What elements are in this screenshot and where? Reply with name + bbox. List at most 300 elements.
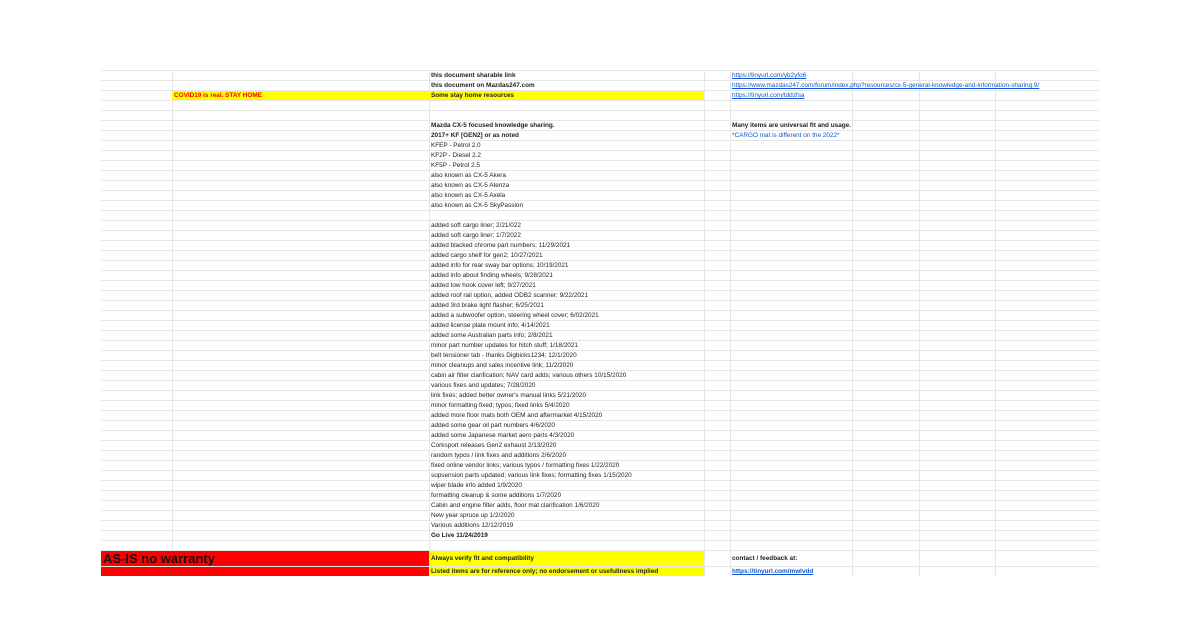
sheet-cell: added some Japanese market aero parts 4/3/2020: [431, 432, 575, 439]
grid-line: [919, 331, 920, 340]
sheet-cell: link fixes; added better owner's manual links 5/21/2020: [431, 392, 587, 399]
sheet-row: [101, 210, 1099, 220]
grid-line: [704, 321, 705, 330]
grid-line: [995, 291, 996, 300]
sheet-cell: New year spruce up 1/2/2020: [431, 512, 515, 519]
grid-line: [919, 541, 920, 550]
grid-line: [172, 111, 173, 120]
grid-line: [730, 231, 731, 240]
sheet-row: [101, 120, 1099, 130]
grid-line: [852, 161, 853, 170]
grid-line: [919, 451, 920, 460]
grid-line: [704, 181, 705, 190]
sheet-cell: added some gear oil part numbers 4/6/2020: [431, 422, 555, 429]
sheet-cell: supsension parts updated; various link fixes; formatting fixes 1/15/2020: [431, 472, 632, 479]
grid-line: [995, 311, 996, 320]
grid-line: [730, 241, 731, 250]
spreadsheet-grid: [101, 70, 1099, 630]
grid-line: [852, 451, 853, 460]
hyperlink-cell[interactable]: https://www.mazdas247.com/forum/index.php?resources/cx-5-general-knowledge-and-information-sharing.9/: [732, 82, 1040, 89]
grid-line: [852, 481, 853, 490]
grid-line: [704, 191, 705, 200]
grid-line: [852, 271, 853, 280]
grid-line: [704, 421, 705, 430]
grid-line: [919, 161, 920, 170]
grid-line: [995, 231, 996, 240]
grid-line: [995, 271, 996, 280]
grid-line: [852, 181, 853, 190]
grid-line: [172, 141, 173, 150]
grid-line: [919, 521, 920, 530]
grid-line: [919, 351, 920, 360]
grid-line: [995, 511, 996, 520]
grid-line: [730, 501, 731, 510]
sheet-cell: wiper blade info added 1/9/2020: [431, 482, 522, 489]
grid-line: [704, 451, 705, 460]
sheet-cell: added soft cargo liner; 1/7/2022: [431, 232, 521, 239]
grid-line: [172, 281, 173, 290]
grid-line: [172, 441, 173, 450]
grid-line: [730, 111, 731, 120]
grid-line: [995, 521, 996, 530]
grid-line: [704, 391, 705, 400]
grid-line: [730, 461, 731, 470]
sheet-row: [101, 100, 1099, 110]
grid-line: [995, 181, 996, 190]
grid-line: [919, 221, 920, 230]
grid-line: [730, 431, 731, 440]
sheet-row: [101, 250, 1099, 260]
grid-line: [704, 361, 705, 370]
grid-line: [704, 311, 705, 320]
grid-line: [919, 201, 920, 210]
sheet-row: [101, 480, 1099, 490]
sheet-cell: Go Live 11/24/2019: [431, 532, 488, 539]
grid-line: [995, 111, 996, 120]
sheet-row: [101, 540, 1099, 550]
sheet-cell: added info about finding wheels; 9/28/2021: [431, 272, 553, 279]
grid-line: [704, 371, 705, 380]
grid-line: [919, 281, 920, 290]
grid-line: [995, 541, 996, 550]
grid-line: [919, 111, 920, 120]
sheet-cell: added soft cargo liner; 2/21/022: [431, 222, 521, 229]
grid-line: [995, 151, 996, 160]
grid-line: [995, 281, 996, 290]
sheet-row: [101, 450, 1099, 460]
grid-line: [704, 291, 705, 300]
grid-line: [852, 351, 853, 360]
grid-line: [852, 391, 853, 400]
grid-line: [919, 511, 920, 520]
grid-line: [730, 211, 731, 220]
sheet-row: [101, 70, 1099, 80]
sheet-row: [101, 410, 1099, 420]
grid-line: [919, 481, 920, 490]
sheet-row: [101, 330, 1099, 340]
grid-line: [172, 541, 173, 550]
grid-line: [730, 441, 731, 450]
grid-line: [919, 401, 920, 410]
grid-line: [172, 461, 173, 470]
grid-line: [852, 101, 853, 110]
grid-line: [995, 381, 996, 390]
sheet-cell: Various additions 12/12/2019: [431, 522, 514, 529]
grid-line: [919, 411, 920, 420]
grid-line: [172, 291, 173, 300]
sheet-row: [101, 430, 1099, 440]
grid-line: [172, 181, 173, 190]
sheet-row: [101, 500, 1099, 510]
grid-line: [919, 461, 920, 470]
grid-line: [172, 211, 173, 220]
sheet-cell: also known as CX-5 SkyPassion: [431, 202, 523, 209]
sheet-cell: cabin air filter clarification; NAV card adds; various others 10/15/2020: [431, 372, 627, 379]
grid-line: [995, 471, 996, 480]
hyperlink-cell[interactable]: https://tinyurl.com/mwlvdd: [732, 568, 814, 575]
sheet-cell: Many items are universal fit and usage.: [732, 122, 851, 129]
grid-line: [704, 81, 705, 90]
sheet-row: [101, 520, 1099, 530]
grid-line: [995, 301, 996, 310]
grid-line: [995, 501, 996, 510]
grid-line: [730, 261, 731, 270]
grid-line: [172, 121, 173, 130]
grid-line: [995, 251, 996, 260]
grid-line: [995, 411, 996, 420]
grid-line: [704, 211, 705, 220]
grid-line: [852, 411, 853, 420]
sheet-row: [101, 160, 1099, 170]
grid-line: [704, 431, 705, 440]
grid-line: [919, 531, 920, 540]
grid-line: [172, 361, 173, 370]
grid-line: [704, 491, 705, 500]
sheet-row: [101, 440, 1099, 450]
grid-line: [852, 341, 853, 350]
grid-line: [172, 201, 173, 210]
grid-line: [704, 231, 705, 240]
grid-line: [704, 151, 705, 160]
grid-line: [704, 441, 705, 450]
grid-line: [852, 511, 853, 520]
grid-line: [995, 391, 996, 400]
grid-line: [852, 211, 853, 220]
grid-line: [704, 351, 705, 360]
grid-line: [995, 161, 996, 170]
sheet-row: [101, 230, 1099, 240]
grid-line: [919, 421, 920, 430]
sheet-cell: this document sharable link: [431, 72, 516, 79]
grid-line: [995, 421, 996, 430]
sheet-cell: fixed online vendor links; various typos / formatting fixes 1/22/2020: [431, 462, 620, 469]
sheet-row: [101, 390, 1099, 400]
grid-line: [995, 361, 996, 370]
sheet-row: [101, 80, 1099, 90]
sheet-row: [101, 280, 1099, 290]
grid-line: [704, 521, 705, 530]
grid-line: [852, 431, 853, 440]
grid-line: [919, 141, 920, 150]
sheet-cell: added roof rail option, added ODB2 scanner; 9/22/2021: [431, 292, 589, 299]
grid-line: [852, 401, 853, 410]
sheet-cell: also known as CX-5 Akera: [431, 172, 506, 179]
grid-line: [704, 341, 705, 350]
grid-line: [704, 461, 705, 470]
grid-line: [730, 291, 731, 300]
grid-line: [919, 361, 920, 370]
sheet-row: [101, 460, 1099, 470]
grid-line: [919, 261, 920, 270]
grid-line: [704, 71, 705, 80]
grid-line: [172, 101, 173, 110]
sheet-cell: *CARGO mat is different on the 2022*: [732, 132, 840, 139]
grid-line: [172, 231, 173, 240]
grid-line: [995, 201, 996, 210]
sheet-row: [101, 420, 1099, 430]
grid-line: [172, 321, 173, 330]
sheet-cell: added cargo shelf for gen2; 10/27/2021: [431, 252, 543, 259]
grid-line: [730, 521, 731, 530]
grid-line: [704, 141, 705, 150]
sheet-row: [101, 130, 1099, 140]
grid-line: [919, 501, 920, 510]
sheet-cell: added more floor mats both OEM and aftermarket 4/15/2020: [431, 412, 603, 419]
grid-line: [852, 151, 853, 160]
grid-line: [852, 501, 853, 510]
grid-line: [995, 211, 996, 220]
grid-line: [172, 351, 173, 360]
grid-line: [730, 511, 731, 520]
sheet-row: [101, 290, 1099, 300]
sheet-cell: added info for rear sway bar options; 10/19/2021: [431, 262, 569, 269]
grid-line: [704, 511, 705, 520]
grid-line: [995, 341, 996, 350]
grid-line: [919, 301, 920, 310]
grid-line: [172, 531, 173, 540]
grid-line: [704, 567, 705, 576]
sheet-row: [101, 400, 1099, 410]
grid-line: [919, 371, 920, 380]
grid-line: [704, 481, 705, 490]
grid-line: [852, 141, 853, 150]
grid-line: [730, 181, 731, 190]
grid-line: [704, 331, 705, 340]
grid-line: [704, 411, 705, 420]
grid-line: [172, 341, 173, 350]
sheet-cell: AS-IS no warranty: [101, 551, 429, 566]
grid-line: [704, 131, 705, 140]
grid-line: [172, 261, 173, 270]
grid-line: [919, 441, 920, 450]
grid-line: [429, 111, 430, 120]
grid-line: [172, 151, 173, 160]
grid-line: [172, 71, 173, 80]
grid-line: [172, 521, 173, 530]
grid-line: [852, 491, 853, 500]
sheet-row: [101, 510, 1099, 520]
sheet-row: [101, 270, 1099, 280]
grid-line: [995, 331, 996, 340]
grid-line: [852, 201, 853, 210]
sheet-cell: 2017+ KF [GEN2] or as noted: [431, 132, 519, 139]
grid-line: [852, 531, 853, 540]
grid-line: [172, 421, 173, 430]
grid-line: [995, 101, 996, 110]
grid-line: [919, 491, 920, 500]
sheet-cell: added a subwoofer option, steering wheel cover; 6/02/2021: [431, 312, 599, 319]
sheet-cell: Always verify fit and compatibility: [429, 551, 704, 566]
sheet-row: [101, 200, 1099, 210]
grid-line: [852, 301, 853, 310]
grid-line: [730, 341, 731, 350]
grid-line: [172, 391, 173, 400]
grid-line: [704, 531, 705, 540]
sheet-cell: Listed items are for reference only; no endorsement or usefullness implied: [429, 567, 704, 576]
sheet-row: [101, 340, 1099, 350]
grid-line: [730, 371, 731, 380]
sheet-row: [101, 350, 1099, 360]
grid-line: [919, 311, 920, 320]
grid-line: [730, 171, 731, 180]
grid-line: [919, 391, 920, 400]
grid-line: [852, 261, 853, 270]
grid-line: [919, 431, 920, 440]
grid-line: [995, 491, 996, 500]
grid-line: [995, 441, 996, 450]
sheet-cell: minor cleanups and sales incentive link; 11/2/2020: [431, 362, 574, 369]
grid-line: [919, 291, 920, 300]
sheet-row: [101, 470, 1099, 480]
hyperlink-cell[interactable]: https://tinyurl.com/yb2yfo6: [732, 72, 807, 79]
sheet-cell: contact / feedback at:: [732, 555, 798, 562]
grid-line: [995, 191, 996, 200]
grid-line: [172, 431, 173, 440]
grid-line: [730, 471, 731, 480]
sheet-row: [101, 220, 1099, 230]
grid-line: [730, 531, 731, 540]
grid-line: [852, 461, 853, 470]
grid-line: [704, 111, 705, 120]
grid-line: [730, 221, 731, 230]
grid-line: [172, 481, 173, 490]
grid-line: [730, 381, 731, 390]
sheet-cell: added blacked chrome part numbers; 11/29/2021: [431, 242, 571, 249]
grid-line: [172, 411, 173, 420]
grid-line: [730, 191, 731, 200]
grid-line: [730, 401, 731, 410]
grid-line: [172, 471, 173, 480]
grid-line: [995, 321, 996, 330]
sheet-row: [101, 190, 1099, 200]
grid-line: [852, 541, 853, 550]
sheet-cell: added license plate mount info; 4/14/2021: [431, 322, 550, 329]
sheet-cell: Mazda CX-5 focused knowledge sharing.: [431, 122, 555, 129]
sheet-cell: random typos / link fixes and additions 2/6/2020: [431, 452, 566, 459]
grid-line: [172, 301, 173, 310]
sheet-row: [101, 320, 1099, 330]
grid-line: [429, 541, 430, 550]
sheet-cell: minor formatting fixed; typos; fixed links 5/4/2020: [431, 402, 570, 409]
grid-line: [730, 391, 731, 400]
grid-line: [704, 271, 705, 280]
sheet-cell: Corksport releases Gen2 exhaust 2/13/2020: [431, 442, 557, 449]
grid-line: [919, 381, 920, 390]
grid-line: [852, 371, 853, 380]
grid-line: [852, 381, 853, 390]
sheet-row: [101, 240, 1099, 250]
grid-line: [730, 351, 731, 360]
grid-line: [730, 541, 731, 550]
grid-line: [852, 281, 853, 290]
grid-line: [704, 161, 705, 170]
grid-line: [704, 381, 705, 390]
grid-line: [995, 431, 996, 440]
grid-line: [429, 101, 430, 110]
grid-line: [919, 251, 920, 260]
grid-line: [852, 191, 853, 200]
sheet-row: [101, 360, 1099, 370]
hyperlink-cell[interactable]: https://tinyurl.com/tddzfsa: [732, 92, 805, 99]
grid-line: [995, 351, 996, 360]
grid-line: [852, 321, 853, 330]
grid-line: [704, 551, 705, 566]
grid-line: [919, 191, 920, 200]
grid-line: [919, 241, 920, 250]
grid-line: [995, 451, 996, 460]
grid-line: [852, 221, 853, 230]
sheet-row: [101, 110, 1099, 120]
grid-line: [995, 221, 996, 230]
grid-line: [172, 191, 173, 200]
grid-line: [704, 91, 705, 100]
sheet-row: [101, 566, 1099, 576]
sheet-cell: Cabin and engine filter adds, floor mat clarification 1/6/2020: [431, 502, 600, 509]
grid-line: [730, 491, 731, 500]
grid-line: [704, 261, 705, 270]
grid-line: [704, 281, 705, 290]
grid-line: [704, 171, 705, 180]
grid-line: [919, 471, 920, 480]
grid-line: [852, 331, 853, 340]
grid-line: [852, 231, 853, 240]
grid-line: [730, 321, 731, 330]
sheet-cell: COVID19 is real. STAY HOME: [172, 91, 429, 100]
grid-line: [995, 141, 996, 150]
grid-line: [172, 251, 173, 260]
grid-line: [172, 501, 173, 510]
grid-line: [704, 251, 705, 260]
grid-line: [730, 201, 731, 210]
grid-line: [704, 101, 705, 110]
sheet-row: [101, 90, 1099, 100]
grid-line: [704, 401, 705, 410]
grid-line: [995, 461, 996, 470]
sheet-cell: KFEP - Petrol 2.0: [431, 142, 481, 149]
grid-line: [852, 171, 853, 180]
sheet-cell: also known as CX-5 Axela: [431, 192, 506, 199]
grid-line: [172, 511, 173, 520]
grid-line: [172, 241, 173, 250]
grid-line: [919, 271, 920, 280]
grid-line: [919, 231, 920, 240]
grid-line: [172, 131, 173, 140]
sheet-cell: added 3rd brake light flasher; 6/25/2021: [431, 302, 544, 309]
sheet-row: [101, 300, 1099, 310]
grid-line: [172, 311, 173, 320]
sheet-cell: belt tensioner tab - thanks Digbicks1234; 12/1/2020: [431, 352, 577, 359]
grid-line: [730, 281, 731, 290]
